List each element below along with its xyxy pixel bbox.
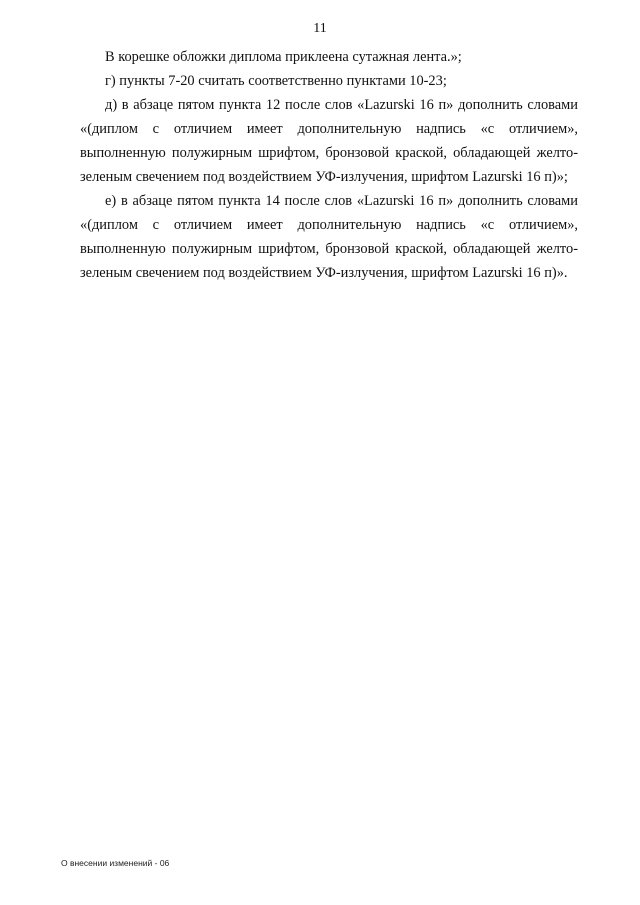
paragraph-item-g: г) пункты 7-20 считать соответственно пунктами 10-23; (105, 73, 447, 89)
paragraph-item-e: е) в абзаце пятом пункта 14 после слов «Lazurski 16 п» дополнить словами «(диплом с отличием имеет дополнительную надпись «с отличием», выполненную полужирным шрифтом, бронзовой краской, обладающей желто-зеленым свечением под воздействием УФ-излучения, шрифтом Lazurski 16 п)». (80, 193, 578, 281)
paragraph-item-d: д) в абзаце пятом пункта 12 после слов «Lazurski 16 п» дополнить словами «(диплом с отличием имеет дополнительную надпись «с отличием», выполненную полужирным шрифтом, бронзовой краской, обладающей желто-зеленым свечением под воздействием УФ-излучения, шрифтом Lazurski 16 п)»; (80, 97, 578, 185)
paragraph-spine-tape: В корешке обложки диплома приклеена сутажная лента.»; (105, 49, 462, 65)
footer-label: О внесении изменений - 06 (61, 858, 170, 868)
page-number: 11 (313, 21, 327, 36)
document-body (80, 45, 578, 285)
